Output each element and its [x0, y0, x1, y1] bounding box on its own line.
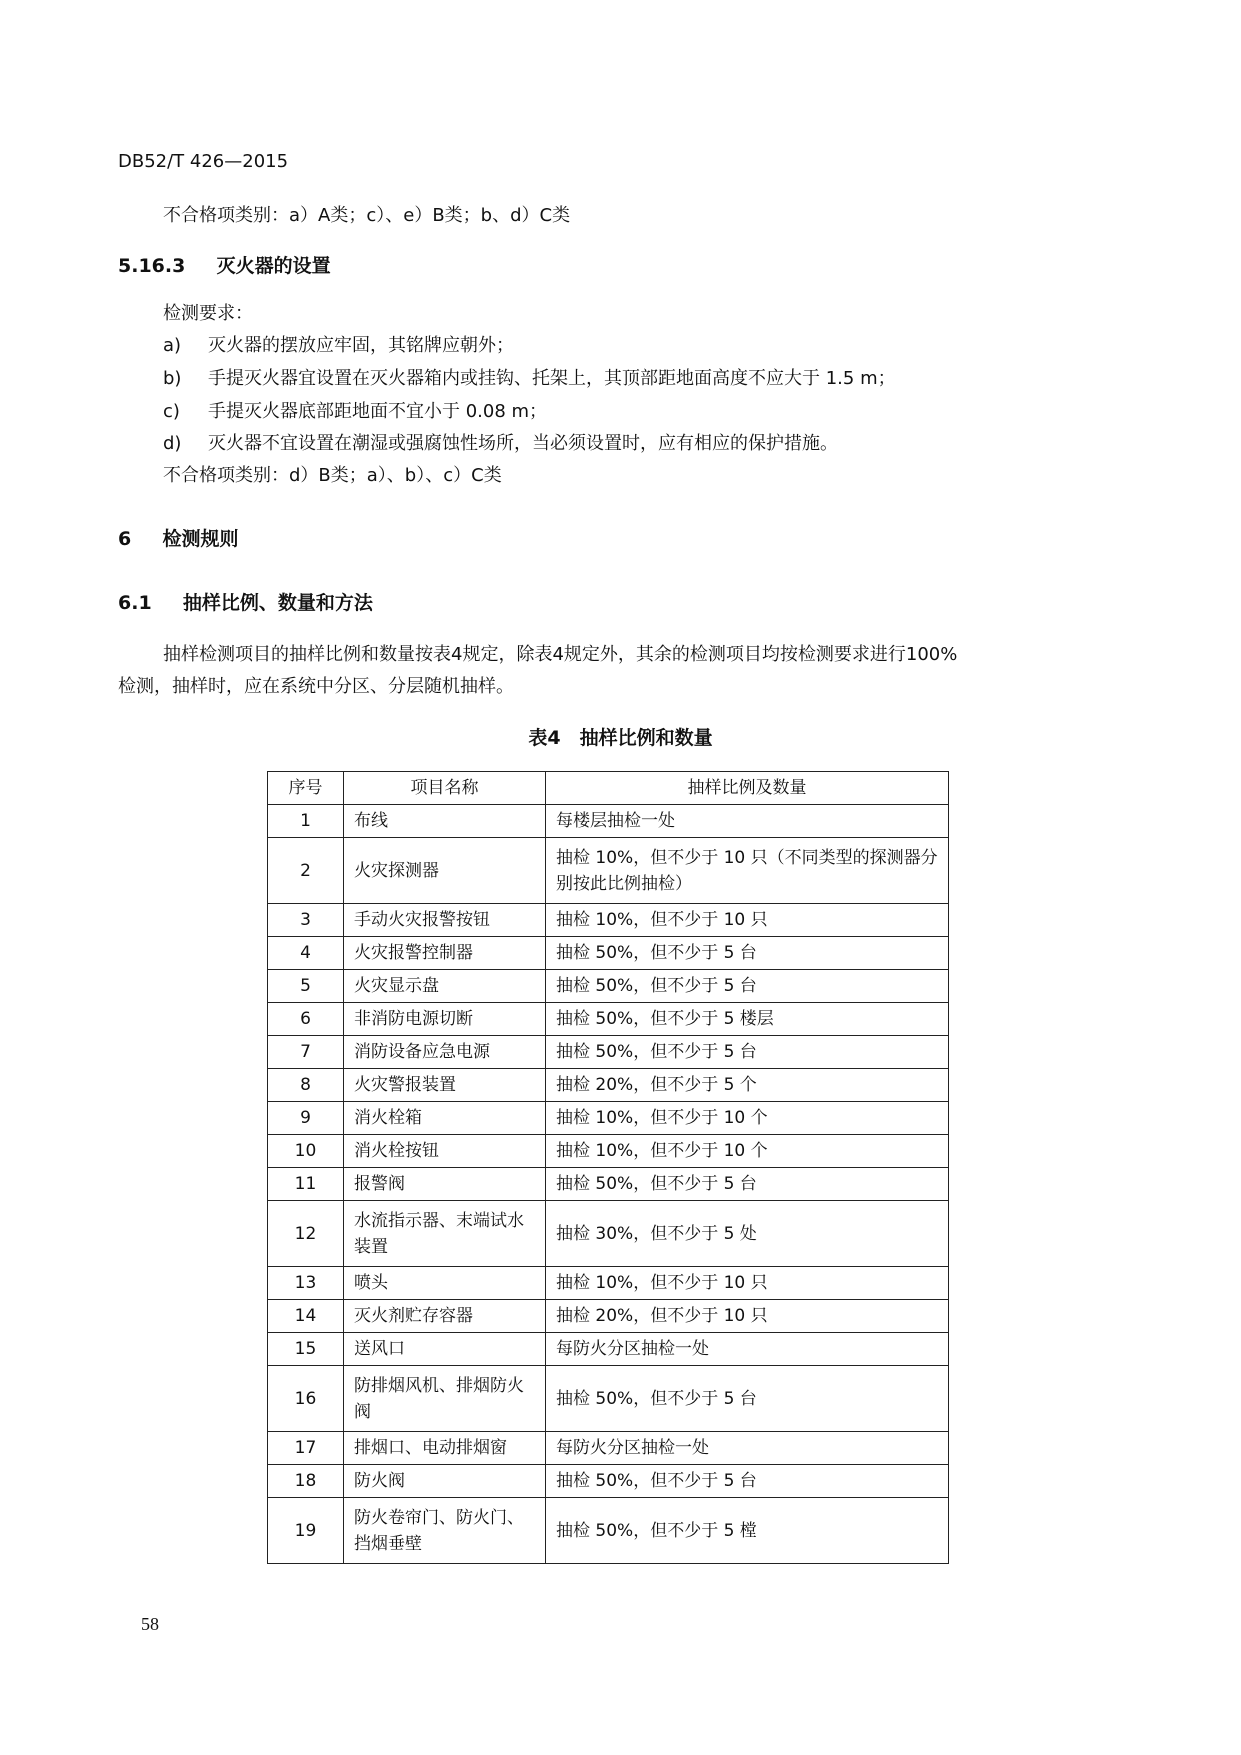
sampling-ratio: 抽检 50%，但不少于 5 台 [546, 970, 949, 1003]
item-key: c) [163, 401, 180, 422]
table-row [268, 1003, 949, 1036]
row-number: 19 [268, 1498, 344, 1564]
item-key: d) [163, 433, 182, 454]
item-text: 灭火器的摆放应牢固，其铭牌应朝外； [208, 335, 514, 356]
table-row [268, 1366, 949, 1432]
requirements-label: 检测要求： [163, 303, 253, 324]
row-number: 18 [268, 1465, 344, 1498]
nonconformity-5-16-3: 不合格项类别：d）B类；a）、b）、c）C类 [163, 465, 502, 486]
list-item [163, 400, 1063, 424]
paragraph-line: 抽样检测项目的抽样比例和数量按表4规定，除表4规定外，其余的检测项目均按检测要求进行100% [163, 644, 958, 665]
row-number: 14 [268, 1300, 344, 1333]
table-row [268, 1432, 949, 1465]
item-name: 火灾显示盘 [344, 970, 546, 1003]
item-name: 消火栓箱 [344, 1102, 546, 1135]
sampling-ratio: 每楼层抽检一处 [546, 805, 949, 838]
sampling-table [267, 771, 949, 1564]
item-name: 火灾探测器 [344, 838, 546, 904]
row-number: 2 [268, 838, 344, 904]
table-row [268, 1036, 949, 1069]
item-name: 消防设备应急电源 [344, 1036, 546, 1069]
sampling-ratio: 抽检 10%，但不少于 10 只 [546, 1267, 949, 1300]
sampling-ratio: 抽检 50%，但不少于 5 台 [546, 1168, 949, 1201]
doc-id-header: DB52/T 426—2015 [118, 151, 289, 172]
table-row [268, 937, 949, 970]
row-number: 9 [268, 1102, 344, 1135]
item-name: 报警阀 [344, 1168, 546, 1201]
item-name: 水流指示器、末端试水装置 [344, 1201, 546, 1267]
list-item [163, 334, 1063, 358]
sampling-ratio: 抽检 50%，但不少于 5 台 [546, 937, 949, 970]
item-name: 消火栓按钮 [344, 1135, 546, 1168]
item-name: 防火卷帘门、防火门、挡烟垂壁 [344, 1498, 546, 1564]
table-row [268, 1465, 949, 1498]
row-number: 1 [268, 805, 344, 838]
table-row [268, 904, 949, 937]
sampling-ratio: 抽检 10%，但不少于 10 个 [546, 1102, 949, 1135]
item-name: 防火阀 [344, 1465, 546, 1498]
table-row [268, 805, 949, 838]
sampling-ratio: 抽检 20%，但不少于 10 只 [546, 1300, 949, 1333]
table-row [268, 1333, 949, 1366]
item-name: 火灾报警控制器 [344, 937, 546, 970]
section-heading-5-16-3 [118, 253, 331, 279]
row-number: 16 [268, 1366, 344, 1432]
item-key: b) [163, 368, 182, 389]
row-number: 7 [268, 1036, 344, 1069]
item-text: 手提灭火器宜设置在灭火器箱内或挂钩、托架上，其顶部距地面高度不应大于 1.5 m； [208, 368, 896, 389]
list-item [163, 432, 1063, 456]
sampling-ratio: 抽检 30%，但不少于 5 处 [546, 1201, 949, 1267]
row-number: 8 [268, 1069, 344, 1102]
row-number: 12 [268, 1201, 344, 1267]
table-row [268, 1300, 949, 1333]
table-row [268, 1267, 949, 1300]
section-number: 6 [118, 528, 132, 550]
header-cell: 序号 [268, 772, 344, 805]
row-number: 4 [268, 937, 344, 970]
table-row [268, 1069, 949, 1102]
item-name: 布线 [344, 805, 546, 838]
sampling-ratio: 每防火分区抽检一处 [546, 1333, 949, 1366]
header-cell: 项目名称 [344, 772, 546, 805]
row-number: 17 [268, 1432, 344, 1465]
sampling-ratio: 抽检 50%，但不少于 5 台 [546, 1465, 949, 1498]
sampling-ratio: 抽检 20%，但不少于 5 个 [546, 1069, 949, 1102]
item-name: 非消防电源切断 [344, 1003, 546, 1036]
row-number: 10 [268, 1135, 344, 1168]
section-title: 抽样比例、数量和方法 [182, 592, 373, 614]
table-row [268, 1498, 949, 1564]
table-row [268, 1135, 949, 1168]
table-row [268, 1102, 949, 1135]
section-title: 检测规则 [162, 528, 239, 550]
row-number: 5 [268, 970, 344, 1003]
row-number: 11 [268, 1168, 344, 1201]
item-name: 送风口 [344, 1333, 546, 1366]
item-name: 排烟口、电动排烟窗 [344, 1432, 546, 1465]
list-item [163, 367, 1063, 391]
sampling-ratio: 抽检 10%，但不少于 10 个 [546, 1135, 949, 1168]
table-caption: 表4 抽样比例和数量 [528, 727, 713, 749]
sampling-ratio: 抽检 50%，但不少于 5 楼层 [546, 1003, 949, 1036]
section-number: 5.16.3 [118, 255, 186, 277]
item-text: 手提灭火器底部距地面不宜小于 0.08 m； [208, 401, 548, 422]
sampling-ratio: 抽检 50%，但不少于 5 樘 [546, 1498, 949, 1564]
item-text: 灭火器不宜设置在潮湿或强腐蚀性场所，当必须设置时，应有相应的保护措施。 [208, 433, 838, 454]
section-title: 灭火器的设置 [216, 255, 331, 277]
table-row [268, 970, 949, 1003]
row-number: 3 [268, 904, 344, 937]
row-number: 13 [268, 1267, 344, 1300]
table-row [268, 1201, 949, 1267]
sampling-ratio: 抽检 10%，但不少于 10 只（不同类型的探测器分别按此比例抽检） [546, 838, 949, 904]
item-name: 灭火剂贮存容器 [344, 1300, 546, 1333]
row-number: 6 [268, 1003, 344, 1036]
page-number: 58 [141, 1614, 159, 1634]
item-name: 手动火灾报警按钮 [344, 904, 546, 937]
sampling-ratio: 抽检 50%，但不少于 5 台 [546, 1366, 949, 1432]
section-number: 6.1 [118, 592, 152, 614]
table-header-row [268, 772, 949, 805]
nonconformity-5-16-2: 不合格项类别：a）A类；c）、e）B类；b、d）C类 [163, 205, 571, 226]
item-name: 火灾警报装置 [344, 1069, 546, 1102]
item-name: 喷头 [344, 1267, 546, 1300]
section-heading-6-1 [118, 590, 373, 616]
sampling-ratio: 每防火分区抽检一处 [546, 1432, 949, 1465]
item-name: 防排烟风机、排烟防火阀 [344, 1366, 546, 1432]
table-row [268, 1168, 949, 1201]
row-number: 15 [268, 1333, 344, 1366]
paragraph-line: 检测，抽样时，应在系统中分区、分层随机抽样。 [118, 676, 514, 697]
header-cell: 抽样比例及数量 [546, 772, 949, 805]
sampling-ratio: 抽检 50%，但不少于 5 台 [546, 1036, 949, 1069]
sampling-ratio: 抽检 10%，但不少于 10 只 [546, 904, 949, 937]
table-row [268, 838, 949, 904]
section-heading-6 [118, 526, 239, 552]
item-key: a) [163, 335, 182, 356]
